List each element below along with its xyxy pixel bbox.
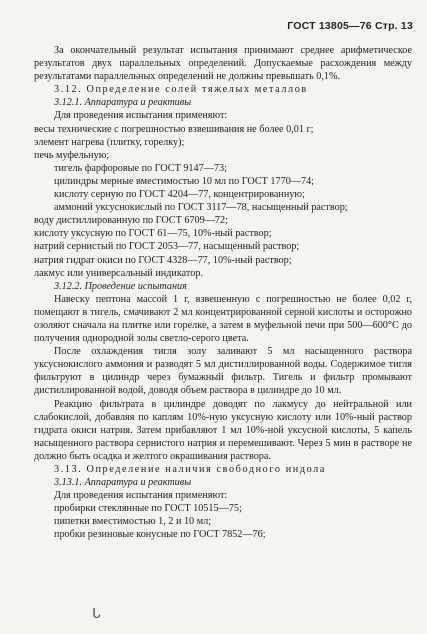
- page-content: [34, 44, 412, 542]
- paragraph: лакмус или универсальный индикатор.: [34, 267, 203, 279]
- list-item: Для проведения испытания применяют:: [54, 110, 228, 122]
- paragraph: весы технические с погрешностью взвешивания не более 0,01 г;: [34, 123, 314, 135]
- margin-mark: ᒐ: [92, 607, 101, 622]
- page-header: ГОСТ 13805—76 Стр. 13: [287, 20, 413, 32]
- paragraph: Реакцию фильтрата в цилиндре доводят по лакмусу до нейтральной или слабокислой, добавляя по каплям 10%-ную уксусную кислоту или 10%-ный раствор гидрата окиси натрия. Затем прибавляют 1 мл 10%-ной уксусной кислоты, 5 капель насыщенного раствора сернистого натрия и перемешивают. Через 5 мин в растворе не должно быть осадка и желтого окрашивания раствора.: [34, 398, 412, 462]
- paragraph: кислоту уксусную по ГОСТ 61—75, 10%-ный раствор;: [34, 228, 272, 240]
- section-heading: 3.13. Определение наличия свободного индола: [54, 464, 326, 475]
- paragraph: натрия гидрат окиси по ГОСТ 4328—77, 10%-ный раствор;: [34, 254, 292, 266]
- list-item: Для проведения испытания применяют:: [54, 490, 228, 502]
- section-heading: 3.12. Определение солей тяжелых металлов: [54, 84, 308, 96]
- subsection-heading: 3.12.1. Аппаратура и реактивы: [54, 97, 192, 109]
- list-item: кислоту серную по ГОСТ 4204—77, концентрированную;: [54, 189, 305, 201]
- paragraph: натрий сернистый по ГОСТ 2053—77, насыщенный раствор;: [34, 241, 300, 253]
- paragraph: печь муфельную;: [34, 149, 110, 161]
- list-item: пробки резиновые конусные по ГОСТ 7852—76;: [54, 529, 266, 541]
- list-item: тигель фарфоровые по ГОСТ 9147—73;: [54, 162, 227, 174]
- paragraph: элемент нагрева (плитку, горелку);: [34, 136, 185, 148]
- paragraph: Навеску пептона массой 1 г, взвешенную с погрешностью не более 0,02 г, помещают в тигель, смачивают 2 мл концентрированной серной кислоты и осторожно озоляют сначала на плитке или горелке, а затем в муфельной печи при 500—600°С до получения однородной золы светло-серого цвета.: [34, 293, 412, 345]
- list-item: пробирки стеклянные по ГОСТ 10515—75;: [54, 503, 242, 515]
- subsection-heading: 3.13.1. Аппаратура и реактивы: [54, 477, 192, 489]
- paragraph: За окончательный результат испытания принимают среднее арифметическое результатов двух параллельных определений. Допускаемые расхождения между результатами параллельных определений не должны превышать 0,1%.: [34, 45, 412, 83]
- paragraph: аммоний уксуснокислый по ГОСТ 3117—78, насыщенный раствор;: [54, 202, 348, 214]
- list-item: пипетки вместимостью 1, 2 и 10 мл;: [54, 516, 212, 528]
- paragraph: После охлаждения тигля золу заливают 5 мл насыщенного раствора уксуснокислого аммония и разводят 5 мл дистиллированной воды. Содержимое тигля фильтруют в цилиндр через бумажный фильтр. Тигель и фильтр промывают дистиллированной водой, доводя объем раствора в цилиндре до 10 мл.: [34, 346, 412, 397]
- paragraph: воду дистиллированную по ГОСТ 6709—72;: [34, 215, 228, 227]
- list-item: цилиндры мерные вместимостью 10 мл по ГОСТ 1770—74;: [54, 175, 315, 187]
- subsection-heading: 3.12.2. Проведение испытания: [54, 280, 187, 292]
